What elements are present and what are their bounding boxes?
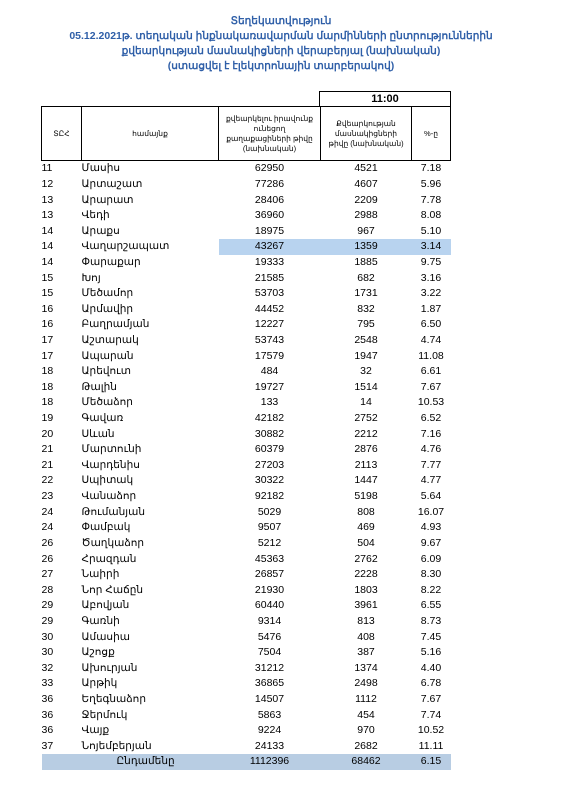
voters-count: 44452 [254,302,285,315]
participation-percent: 6.52 [420,412,442,425]
tec-number: 18 [41,396,54,409]
participants-count: 2876 [354,443,378,456]
col-header-percent: %-ը [412,107,451,161]
table-row [42,442,451,458]
voters-count: 5476 [257,630,282,643]
tec-number: 13 [41,193,54,206]
title-line-2: 05.12.2021թ. տեղական ինքնակառավարման մարմինների ընտրություններին [69,30,493,42]
community-name: Եղեգնաձոր [81,693,146,706]
community-name: Բաղրամյան [81,318,150,331]
voters-count: 26857 [254,568,285,581]
voters-count: 21585 [254,271,285,284]
voters-count: 31212 [254,661,285,674]
participants-count: 832 [357,302,375,315]
total-row [42,754,451,770]
tec-number: 24 [41,505,54,518]
total-participants: 68462 [321,754,412,770]
participation-percent: 11.11 [418,739,444,752]
participation-percent: 4.40 [420,661,442,674]
community-name: Գառնի [81,614,120,627]
voters-count: 92182 [254,490,285,503]
community-name: Սպիտակ [81,474,134,487]
participation-percent: 7.18 [420,162,442,175]
tec-number: 33 [41,677,54,690]
participation-percent: 11.08 [418,349,444,362]
tec-number: 18 [41,365,54,378]
participants-count: 808 [357,505,375,518]
table-row [42,661,451,677]
participation-percent: 4.93 [420,521,442,534]
participants-count: 454 [357,708,375,721]
community-name: Արարատ [81,193,134,206]
tec-number: 37 [41,739,54,752]
tec-number: 15 [41,271,54,284]
tec-number: 22 [41,474,54,487]
table-row [42,286,451,302]
participation-percent: 6.55 [420,599,442,612]
community-name: Վարդենիս [81,458,140,471]
participants-count: 2212 [354,427,378,440]
tec-number: 16 [41,302,54,315]
participation-percent: 4.76 [420,443,442,456]
table-row [42,192,451,208]
participation-percent: 5.64 [420,490,442,503]
participants-count: 32 [360,365,372,378]
participation-percent: 16.07 [417,505,445,518]
community-name: Արթիկ [81,677,118,690]
community-name: Աբովյան [81,599,130,612]
tec-number: 11 [41,162,53,175]
tec-number: 36 [41,708,54,721]
tec-number: 18 [41,380,54,393]
document-title [0,14,562,74]
participation-percent: 6.09 [420,552,442,565]
voters-count: 62950 [254,162,285,175]
community-name: Նոր Հաճըն [81,583,144,596]
participation-percent: 6.50 [420,318,442,331]
table-row [42,629,451,645]
voters-count: 45363 [254,552,285,565]
community-name: Աշոցք [81,646,115,659]
table-row [42,598,451,614]
participation-percent: 5.16 [420,646,442,659]
participants-count: 1359 [321,239,412,255]
participants-count: 387 [357,646,375,659]
participation-percent: 5.10 [420,224,442,237]
voters-count: 5029 [257,505,282,518]
tec-number: 12 [41,177,54,190]
col-header-community: համայնք [82,107,219,161]
table-row [42,536,451,552]
participants-count: 1803 [354,583,378,596]
tec-number: 28 [41,583,54,596]
participants-count: 682 [357,271,375,284]
table-row [42,582,451,598]
table-row [42,208,451,224]
community-name: Արմավիր [81,302,134,315]
tec-number: 36 [41,724,54,737]
voters-count: 9507 [257,521,282,534]
tec-number: 13 [41,209,54,222]
total-label: Ընդամենը [82,754,219,770]
table-row [42,426,451,442]
community-name: Նոյեմբերյան [81,739,152,752]
participants-count: 3961 [354,599,378,612]
voters-count: 9314 [257,614,282,627]
table-row [42,645,451,661]
table-row [42,504,451,520]
community-name: Արտաշատ [81,177,143,190]
results-table [41,106,451,770]
participation-percent: 6.61 [420,365,442,378]
voters-count: 30322 [254,474,285,487]
community-name: Ամասիա [81,630,130,643]
table-row [42,723,451,739]
voters-count: 30882 [254,427,285,440]
tec-number: 14 [41,240,54,253]
tec-number: 17 [41,334,54,346]
tec-number: 30 [41,646,54,659]
voters-count: 43267 [219,239,321,255]
table-row [42,380,451,396]
participants-count: 4607 [354,177,378,190]
table-row [42,177,451,193]
table-row [42,333,451,349]
community-name: Մարտունի [81,443,142,456]
voters-count: 28406 [254,193,285,206]
community-name: Վեդի [81,209,110,222]
community-name: Նաիրի [81,568,120,581]
voters-count: 9224 [257,724,282,737]
table-row [42,520,451,536]
participants-count: 1447 [354,474,378,487]
voters-count: 5212 [257,536,282,549]
participation-percent: 7.78 [420,193,442,206]
participants-count: 1374 [354,661,378,674]
voters-count: 18975 [254,224,285,237]
community-name: Խոյ [81,271,101,284]
participants-count: 1885 [354,255,378,268]
voters-count: 27203 [254,458,285,471]
voters-count: 42182 [254,412,285,425]
participation-percent: 4.74 [420,334,442,346]
participation-percent: 7.16 [420,427,442,440]
table-row [42,223,451,239]
voters-count: 7504 [257,646,282,659]
tec-number: 16 [41,318,54,331]
participants-count: 967 [357,224,375,237]
tec-number: 26 [41,552,54,565]
table-body [42,161,451,770]
table-row [42,239,451,255]
participation-percent: 10.52 [417,724,445,737]
community-name: Ջերմուկ [81,708,128,721]
participation-percent: 8.73 [420,614,442,627]
participants-count: 4521 [354,162,378,175]
participants-count: 970 [357,724,375,737]
tec-number: 21 [41,443,54,456]
participants-count: 2988 [354,209,378,222]
title-line-3: քվեարկության մասնակիցների վերաբերյալ (նախնական) [121,45,441,57]
table-row [42,676,451,692]
tec-number: 23 [41,490,54,503]
table-row [42,395,451,411]
table-header-row [42,107,451,161]
tec-number: 24 [41,521,54,534]
community-name: Արաքս [81,224,120,237]
table-row [42,161,451,177]
col-header-tec: ՏԸՀ [42,107,82,161]
community-name: Վաղարշապատ [81,240,170,253]
voters-count: 60379 [254,443,285,456]
table-row [42,364,451,380]
voters-count: 14507 [254,693,285,706]
tec-number: 32 [41,661,54,674]
community-name: Փամբակ [81,521,131,534]
table-row [42,692,451,708]
participants-count: 2762 [354,552,378,565]
participation-percent: 7.67 [420,380,442,393]
participants-count: 813 [357,614,375,627]
voters-count: 17579 [254,349,285,362]
table-row [42,739,451,755]
voters-count: 53743 [254,334,285,346]
table-row [42,567,451,583]
table-row [42,551,451,567]
table-row [42,614,451,630]
voters-count: 36960 [254,209,285,222]
time-label: 11:00 [319,91,451,107]
total-tec [42,754,82,770]
participants-count: 1731 [354,287,378,300]
community-name: Ախուրյան [81,661,138,674]
tec-number: 17 [41,349,54,362]
participants-count: 408 [357,630,375,643]
tec-number: 14 [41,224,54,237]
table-row [42,458,451,474]
participation-percent: 9.75 [420,255,442,268]
table-row [42,473,451,489]
title-line-1: Տեղեկատվություն [230,15,332,27]
voters-count: 12227 [254,318,285,331]
table-row [42,411,451,427]
participants-count: 2752 [354,412,378,425]
participation-percent: 5.96 [420,177,442,190]
voters-count: 5863 [257,708,282,721]
community-name: Սևան [81,427,115,440]
col-header-participants: Քվեարկության մասնակիցների թիվը (նախնական) [321,107,412,161]
participants-count: 2498 [354,677,378,690]
voters-count: 133 [260,396,279,409]
tec-number: 21 [41,458,54,471]
participation-percent: 4.77 [420,474,442,487]
participation-percent: 1.87 [420,302,442,315]
voters-count: 53703 [254,287,285,300]
participants-count: 469 [357,521,375,534]
community-name: Արեվուտ [81,365,131,378]
table-row [42,255,451,271]
community-name: Ծաղկաձոր [81,536,145,549]
participation-percent: 8.30 [420,568,442,581]
participation-percent: 3.16 [420,271,442,284]
tec-number: 29 [41,599,54,612]
community-name: Վայք [81,724,110,737]
tec-number: 19 [41,412,54,425]
participants-count: 2113 [354,458,378,471]
participants-count: 1514 [354,380,378,393]
community-name: Գավառ [81,412,124,425]
community-name: Թալին [81,380,117,393]
tec-number: 14 [41,255,54,268]
participants-count: 2548 [354,334,378,346]
participation-percent: 7.74 [420,708,442,721]
voters-count: 19727 [254,380,285,393]
participation-percent: 8.22 [420,583,442,596]
community-name: Թումանյան [81,505,146,518]
community-name: Մեծամոր [81,287,134,300]
voters-count: 21930 [254,583,285,596]
table-row [42,301,451,317]
total-voters: 1112396 [219,754,321,770]
participants-count: 2228 [354,568,378,581]
community-name: Հրազդան [81,552,137,565]
voters-count: 484 [260,365,279,378]
table-row [42,270,451,286]
tec-number: 20 [41,427,54,440]
table-row [42,707,451,723]
community-name: Ապարան [81,349,134,362]
participation-percent: 3.22 [420,287,442,300]
participants-count: 14 [360,396,372,409]
participants-count: 795 [357,318,375,331]
tec-number: 26 [41,536,54,549]
participation-percent: 9.67 [420,536,442,549]
voters-count: 77286 [254,177,285,190]
table-row [42,317,451,333]
participants-count: 5198 [354,490,378,503]
participation-percent: 7.45 [420,630,442,643]
community-name: Վանաձոր [81,490,137,503]
participation-percent: 6.78 [420,677,442,690]
table-row [42,348,451,364]
voters-count: 60440 [254,599,285,612]
community-name: Մեծաձոր [81,396,133,409]
tec-number: 30 [41,630,54,643]
participation-percent: 8.08 [420,209,442,222]
voters-count: 24133 [254,739,285,752]
table-row [42,489,451,505]
tec-number: 27 [41,568,54,581]
participants-count: 2682 [354,739,378,752]
total-percent: 6.15 [412,754,451,770]
community-name: Մասիս [81,162,121,175]
participants-count: 2209 [354,193,378,206]
tec-number: 15 [41,287,54,300]
participation-percent: 3.14 [412,239,451,255]
participants-count: 1112 [355,693,377,706]
col-header-voters: քվեարկելու իրավունք ունեցող քաղաքացիների թիվը (նախնական) [219,107,321,161]
participants-count: 1947 [354,349,378,362]
participation-percent: 7.67 [420,693,442,706]
title-line-4: (ստացվել է էլեկտրոնային տարբերակով) [167,60,395,72]
community-name: Աշտարակ [81,334,139,346]
participants-count: 504 [357,536,375,549]
voters-count: 19333 [254,255,285,268]
participation-percent: 7.77 [420,458,442,471]
tec-number: 29 [41,614,54,627]
tec-number: 36 [41,693,54,706]
participation-percent: 10.53 [417,396,445,409]
community-name: Փարաքար [81,255,141,268]
voters-count: 36865 [254,677,285,690]
